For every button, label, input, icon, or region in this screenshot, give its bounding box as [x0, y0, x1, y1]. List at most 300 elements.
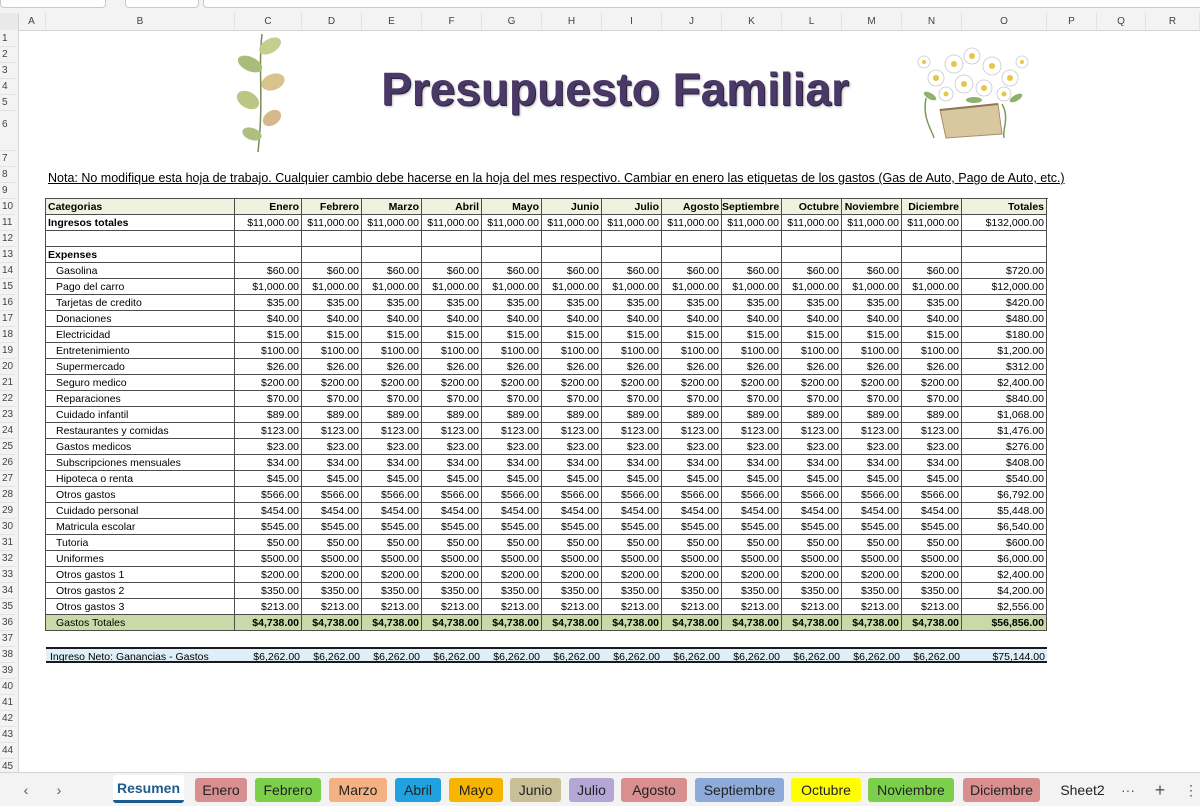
empty-cell[interactable] — [662, 247, 722, 263]
expense-cell[interactable]: $1,000.00 — [302, 279, 362, 295]
row-header-13[interactable]: 13 — [0, 247, 15, 263]
net-income-cell[interactable]: $6,262.00 — [902, 647, 962, 663]
expense-cell[interactable]: $35.00 — [602, 295, 662, 311]
expense-cell[interactable]: $35.00 — [722, 295, 782, 311]
sheet-tab-sheet2[interactable]: Sheet2 — [1060, 782, 1105, 798]
expense-total-cell[interactable]: $4,738.00 — [902, 615, 962, 631]
expense-label-cell[interactable]: Reparaciones — [46, 391, 235, 407]
expense-cell[interactable]: $123.00 — [722, 423, 782, 439]
expense-cell[interactable]: $1,000.00 — [662, 279, 722, 295]
empty-cell[interactable] — [722, 247, 782, 263]
expense-cell[interactable]: $35.00 — [902, 295, 962, 311]
expense-cell[interactable]: $200.00 — [302, 375, 362, 391]
expense-cell[interactable]: $213.00 — [842, 599, 902, 615]
expense-cell[interactable]: $26.00 — [782, 359, 842, 375]
expense-cell[interactable]: $60.00 — [782, 263, 842, 279]
expense-cell[interactable]: $23.00 — [422, 439, 482, 455]
column-title-cell[interactable]: Marzo — [362, 199, 422, 215]
expense-cell[interactable]: $566.00 — [842, 487, 902, 503]
expense-cell[interactable]: $50.00 — [602, 535, 662, 551]
column-title-cell[interactable]: Septiembre — [722, 199, 782, 215]
expense-cell[interactable]: $545.00 — [302, 519, 362, 535]
expense-cell[interactable]: $500.00 — [902, 551, 962, 567]
expense-cell[interactable]: $200.00 — [362, 567, 422, 583]
expense-cell[interactable]: $454.00 — [235, 503, 302, 519]
expense-label-cell[interactable]: Donaciones — [46, 311, 235, 327]
expense-cell[interactable]: $50.00 — [235, 535, 302, 551]
expense-cell[interactable]: $454.00 — [602, 503, 662, 519]
expense-cell[interactable]: $1,000.00 — [782, 279, 842, 295]
expense-total-cell[interactable]: $12,000.00 — [962, 279, 1047, 295]
expense-cell[interactable]: $350.00 — [602, 583, 662, 599]
expense-cell[interactable]: $1,000.00 — [235, 279, 302, 295]
expense-cell[interactable]: $50.00 — [422, 535, 482, 551]
expense-cell[interactable]: $200.00 — [722, 567, 782, 583]
expense-cell[interactable]: $60.00 — [235, 263, 302, 279]
expense-cell[interactable]: $500.00 — [482, 551, 542, 567]
expense-cell[interactable]: $70.00 — [302, 391, 362, 407]
expense-label-cell[interactable]: Pago del carro — [46, 279, 235, 295]
expense-cell[interactable]: $545.00 — [782, 519, 842, 535]
empty-cell[interactable] — [235, 247, 302, 263]
expense-cell[interactable]: $15.00 — [722, 327, 782, 343]
expense-cell[interactable]: $23.00 — [482, 439, 542, 455]
expense-cell[interactable]: $35.00 — [782, 295, 842, 311]
expense-cell[interactable]: $100.00 — [235, 343, 302, 359]
expense-cell[interactable]: $100.00 — [422, 343, 482, 359]
expense-cell[interactable]: $123.00 — [302, 423, 362, 439]
expense-cell[interactable]: $566.00 — [235, 487, 302, 503]
expense-cell[interactable]: $213.00 — [482, 599, 542, 615]
expense-total-cell[interactable]: $2,556.00 — [962, 599, 1047, 615]
expense-cell[interactable]: $15.00 — [782, 327, 842, 343]
sheet-tab-diciembre[interactable]: Diciembre — [963, 778, 1040, 802]
expense-cell[interactable]: $35.00 — [842, 295, 902, 311]
expense-cell[interactable]: $26.00 — [602, 359, 662, 375]
expense-cell[interactable]: $40.00 — [482, 311, 542, 327]
column-header-a[interactable]: A — [18, 13, 46, 30]
expense-cell[interactable]: $100.00 — [602, 343, 662, 359]
row-header-8[interactable]: 8 — [0, 167, 15, 183]
expense-cell[interactable]: $350.00 — [842, 583, 902, 599]
row-header-5[interactable]: 5 — [0, 95, 15, 111]
expense-cell[interactable]: $89.00 — [662, 407, 722, 423]
expense-total-cell[interactable]: $4,738.00 — [602, 615, 662, 631]
income-cell[interactable]: $11,000.00 — [482, 215, 542, 231]
expense-cell[interactable]: $454.00 — [482, 503, 542, 519]
expense-cell[interactable]: $45.00 — [542, 471, 602, 487]
row-header-11[interactable]: 11 — [0, 215, 15, 231]
expense-label-cell[interactable]: Restaurantes y comidas — [46, 423, 235, 439]
sheet-tab-marzo[interactable]: Marzo — [329, 778, 387, 802]
expense-cell[interactable]: $23.00 — [542, 439, 602, 455]
expense-cell[interactable]: $70.00 — [602, 391, 662, 407]
expense-cell[interactable]: $200.00 — [902, 375, 962, 391]
expense-cell[interactable]: $566.00 — [302, 487, 362, 503]
expense-cell[interactable]: $26.00 — [422, 359, 482, 375]
expense-cell[interactable]: $89.00 — [542, 407, 602, 423]
expense-label-cell[interactable]: Seguro medico — [46, 375, 235, 391]
expense-cell[interactable]: $26.00 — [542, 359, 602, 375]
expense-cell[interactable]: $15.00 — [482, 327, 542, 343]
expense-cell[interactable]: $200.00 — [842, 375, 902, 391]
expense-cell[interactable]: $500.00 — [542, 551, 602, 567]
income-cell[interactable]: $11,000.00 — [662, 215, 722, 231]
net-income-cell[interactable]: $6,262.00 — [782, 647, 842, 663]
prev-sheet-icon[interactable]: ‹ — [23, 782, 29, 798]
expense-cell[interactable]: $60.00 — [842, 263, 902, 279]
expense-cell[interactable]: $100.00 — [542, 343, 602, 359]
expense-cell[interactable]: $89.00 — [235, 407, 302, 423]
column-header-m[interactable]: M — [842, 13, 902, 30]
expense-cell[interactable]: $1,000.00 — [602, 279, 662, 295]
expense-cell[interactable]: $566.00 — [422, 487, 482, 503]
income-cell[interactable]: $11,000.00 — [542, 215, 602, 231]
empty-cell[interactable] — [302, 231, 362, 247]
empty-cell[interactable] — [842, 231, 902, 247]
net-income-cell[interactable]: $6,262.00 — [235, 647, 302, 663]
row-header-31[interactable]: 31 — [0, 535, 15, 551]
expense-cell[interactable]: $34.00 — [422, 455, 482, 471]
expense-cell[interactable]: $100.00 — [902, 343, 962, 359]
row-header-44[interactable]: 44 — [0, 743, 15, 759]
expense-cell[interactable]: $200.00 — [842, 567, 902, 583]
expense-total-cell[interactable]: $4,738.00 — [422, 615, 482, 631]
expense-cell[interactable]: $350.00 — [902, 583, 962, 599]
expense-cell[interactable]: $40.00 — [602, 311, 662, 327]
net-income-cell[interactable]: $6,262.00 — [542, 647, 602, 663]
expense-label-cell[interactable]: Electricidad — [46, 327, 235, 343]
expense-total-cell[interactable]: $6,540.00 — [962, 519, 1047, 535]
empty-cell[interactable] — [842, 247, 902, 263]
expense-cell[interactable]: $454.00 — [722, 503, 782, 519]
expense-cell[interactable]: $500.00 — [362, 551, 422, 567]
expense-cell[interactable]: $45.00 — [662, 471, 722, 487]
function-box[interactable] — [125, 0, 199, 8]
expense-cell[interactable]: $89.00 — [602, 407, 662, 423]
row-header-4[interactable]: 4 — [0, 79, 15, 95]
expense-cell[interactable]: $34.00 — [302, 455, 362, 471]
expense-cell[interactable]: $60.00 — [602, 263, 662, 279]
expense-cell[interactable]: $70.00 — [482, 391, 542, 407]
net-income-cell[interactable]: $6,262.00 — [302, 647, 362, 663]
expense-cell[interactable]: $100.00 — [362, 343, 422, 359]
expense-cell[interactable]: $34.00 — [235, 455, 302, 471]
row-header-42[interactable]: 42 — [0, 711, 15, 727]
row-header-18[interactable]: 18 — [0, 327, 15, 343]
formula-input[interactable] — [203, 0, 1200, 8]
expense-cell[interactable]: $123.00 — [235, 423, 302, 439]
income-cell[interactable]: $11,000.00 — [722, 215, 782, 231]
expense-cell[interactable]: $100.00 — [482, 343, 542, 359]
row-header-9[interactable]: 9 — [0, 183, 15, 199]
expense-cell[interactable]: $545.00 — [542, 519, 602, 535]
expense-cell[interactable]: $350.00 — [422, 583, 482, 599]
expense-cell[interactable]: $15.00 — [542, 327, 602, 343]
column-title-cell[interactable]: Noviembre — [842, 199, 902, 215]
expense-cell[interactable]: $545.00 — [722, 519, 782, 535]
expense-cell[interactable]: $45.00 — [602, 471, 662, 487]
column-title-cell[interactable]: Agosto — [662, 199, 722, 215]
expense-cell[interactable]: $1,000.00 — [422, 279, 482, 295]
row-header-25[interactable]: 25 — [0, 439, 15, 455]
expense-cell[interactable]: $213.00 — [602, 599, 662, 615]
expense-cell[interactable]: $350.00 — [482, 583, 542, 599]
expense-cell[interactable]: $566.00 — [542, 487, 602, 503]
expense-cell[interactable]: $60.00 — [902, 263, 962, 279]
expense-cell[interactable]: $200.00 — [542, 567, 602, 583]
expense-label-cell[interactable]: Cuidado infantil — [46, 407, 235, 423]
expense-total-cell[interactable]: $2,400.00 — [962, 375, 1047, 391]
expense-cell[interactable]: $34.00 — [902, 455, 962, 471]
expense-cell[interactable]: $26.00 — [662, 359, 722, 375]
expense-cell[interactable]: $40.00 — [302, 311, 362, 327]
net-income-label-cell[interactable]: Ingreso Neto: Ganancias - Gastos — [46, 647, 235, 663]
expense-cell[interactable]: $70.00 — [362, 391, 422, 407]
expense-total-cell[interactable]: $408.00 — [962, 455, 1047, 471]
expense-cell[interactable]: $350.00 — [722, 583, 782, 599]
net-income-cell[interactable]: $6,262.00 — [362, 647, 422, 663]
expense-total-cell[interactable]: $4,738.00 — [542, 615, 602, 631]
expense-cell[interactable]: $45.00 — [902, 471, 962, 487]
row-header-41[interactable]: 41 — [0, 695, 15, 711]
expense-cell[interactable]: $566.00 — [482, 487, 542, 503]
expense-cell[interactable]: $89.00 — [422, 407, 482, 423]
row-header-3[interactable]: 3 — [0, 63, 15, 79]
expense-cell[interactable]: $500.00 — [842, 551, 902, 567]
expense-cell[interactable]: $35.00 — [302, 295, 362, 311]
expense-cell[interactable]: $26.00 — [302, 359, 362, 375]
expense-label-cell[interactable]: Cuidado personal — [46, 503, 235, 519]
empty-cell[interactable] — [482, 247, 542, 263]
expense-cell[interactable]: $100.00 — [662, 343, 722, 359]
expense-cell[interactable]: $40.00 — [662, 311, 722, 327]
expense-total-cell[interactable]: $4,738.00 — [842, 615, 902, 631]
column-title-cell[interactable]: Julio — [602, 199, 662, 215]
expense-cell[interactable]: $454.00 — [842, 503, 902, 519]
expense-cell[interactable]: $35.00 — [482, 295, 542, 311]
net-income-cell[interactable]: $6,262.00 — [482, 647, 542, 663]
row-header-29[interactable]: 29 — [0, 503, 15, 519]
column-header-g[interactable]: G — [482, 13, 542, 30]
row-header-45[interactable]: 45 — [0, 759, 15, 772]
empty-cell[interactable] — [962, 247, 1047, 263]
expense-total-cell[interactable]: $480.00 — [962, 311, 1047, 327]
row-header-33[interactable]: 33 — [0, 567, 15, 583]
expense-cell[interactable]: $200.00 — [782, 375, 842, 391]
expense-cell[interactable]: $70.00 — [782, 391, 842, 407]
expense-cell[interactable]: $45.00 — [362, 471, 422, 487]
expense-cell[interactable]: $213.00 — [422, 599, 482, 615]
expense-total-cell[interactable]: $420.00 — [962, 295, 1047, 311]
expense-cell[interactable]: $89.00 — [902, 407, 962, 423]
expense-cell[interactable]: $40.00 — [235, 311, 302, 327]
expense-cell[interactable]: $500.00 — [722, 551, 782, 567]
expense-cell[interactable]: $545.00 — [235, 519, 302, 535]
expense-cell[interactable]: $34.00 — [722, 455, 782, 471]
income-cell[interactable]: $11,000.00 — [602, 215, 662, 231]
expense-label-cell[interactable]: Otros gastos — [46, 487, 235, 503]
column-title-cell[interactable]: Febrero — [302, 199, 362, 215]
row-header-20[interactable]: 20 — [0, 359, 15, 375]
expense-label-cell[interactable]: Tutoria — [46, 535, 235, 551]
expense-cell[interactable]: $35.00 — [235, 295, 302, 311]
sheet-tab-enero[interactable]: Enero — [195, 778, 247, 802]
empty-cell[interactable] — [782, 247, 842, 263]
expense-total-cell[interactable]: $1,200.00 — [962, 343, 1047, 359]
column-title-cell[interactable]: Totales — [962, 199, 1047, 215]
expense-cell[interactable]: $70.00 — [662, 391, 722, 407]
income-label-cell[interactable]: Ingresos totales — [46, 215, 235, 231]
expense-cell[interactable]: $40.00 — [422, 311, 482, 327]
empty-cell[interactable] — [362, 247, 422, 263]
column-header-n[interactable]: N — [902, 13, 962, 30]
empty-cell[interactable] — [422, 247, 482, 263]
expense-cell[interactable]: $23.00 — [782, 439, 842, 455]
row-header-19[interactable]: 19 — [0, 343, 15, 359]
column-title-cell[interactable]: Categorias — [46, 199, 235, 215]
expense-cell[interactable]: $200.00 — [782, 567, 842, 583]
empty-cell[interactable] — [902, 231, 962, 247]
column-header-o[interactable]: O — [962, 13, 1047, 30]
expense-cell[interactable]: $100.00 — [782, 343, 842, 359]
expense-total-cell[interactable]: $276.00 — [962, 439, 1047, 455]
row-header-36[interactable]: 36 — [0, 615, 15, 631]
expense-total-cell[interactable]: $4,738.00 — [722, 615, 782, 631]
expense-cell[interactable]: $566.00 — [902, 487, 962, 503]
sheet-menu-icon[interactable]: ⋮ — [1184, 782, 1198, 798]
expense-cell[interactable]: $1,000.00 — [902, 279, 962, 295]
column-header-f[interactable]: F — [422, 13, 482, 30]
expense-cell[interactable]: $566.00 — [662, 487, 722, 503]
sheet-tab-abril[interactable]: Abril — [395, 778, 441, 802]
expense-cell[interactable]: $566.00 — [362, 487, 422, 503]
expense-label-cell[interactable]: Otros gastos 3 — [46, 599, 235, 615]
net-income-cell[interactable]: $6,262.00 — [842, 647, 902, 663]
expense-cell[interactable]: $500.00 — [422, 551, 482, 567]
sheet-tab-febrero[interactable]: Febrero — [255, 778, 321, 802]
expense-cell[interactable]: $123.00 — [602, 423, 662, 439]
empty-cell[interactable] — [362, 231, 422, 247]
expense-cell[interactable]: $545.00 — [602, 519, 662, 535]
expense-label-cell[interactable]: Otros gastos 1 — [46, 567, 235, 583]
column-title-cell[interactable]: Octubre — [782, 199, 842, 215]
expense-cell[interactable]: $454.00 — [422, 503, 482, 519]
expense-cell[interactable]: $26.00 — [362, 359, 422, 375]
expense-cell[interactable]: $40.00 — [902, 311, 962, 327]
expense-total-cell[interactable]: $1,476.00 — [962, 423, 1047, 439]
expense-cell[interactable]: $200.00 — [482, 375, 542, 391]
row-header-21[interactable]: 21 — [0, 375, 15, 391]
row-header-12[interactable]: 12 — [0, 231, 15, 247]
expense-cell[interactable]: $213.00 — [662, 599, 722, 615]
expense-cell[interactable]: $500.00 — [782, 551, 842, 567]
sheet-tab-mayo[interactable]: Mayo — [449, 778, 503, 802]
expense-cell[interactable]: $350.00 — [235, 583, 302, 599]
column-title-cell[interactable]: Junio — [542, 199, 602, 215]
name-box[interactable] — [0, 0, 106, 8]
expense-cell[interactable]: $50.00 — [362, 535, 422, 551]
expense-total-cell[interactable]: $540.00 — [962, 471, 1047, 487]
row-header-15[interactable]: 15 — [0, 279, 15, 295]
expense-label-cell[interactable]: Matricula escolar — [46, 519, 235, 535]
expense-cell[interactable]: $34.00 — [482, 455, 542, 471]
expense-cell[interactable]: $500.00 — [302, 551, 362, 567]
expense-cell[interactable]: $123.00 — [422, 423, 482, 439]
column-header-c[interactable]: C — [235, 13, 302, 30]
column-header-h[interactable]: H — [542, 13, 602, 30]
expense-cell[interactable]: $40.00 — [782, 311, 842, 327]
expense-cell[interactable]: $34.00 — [602, 455, 662, 471]
expense-cell[interactable]: $200.00 — [902, 567, 962, 583]
expense-cell[interactable]: $100.00 — [842, 343, 902, 359]
row-header-27[interactable]: 27 — [0, 471, 15, 487]
row-header-37[interactable]: 37 — [0, 631, 15, 647]
expense-cell[interactable]: $50.00 — [482, 535, 542, 551]
expense-cell[interactable]: $60.00 — [362, 263, 422, 279]
empty-cell[interactable] — [422, 231, 482, 247]
net-income-cell[interactable]: $6,262.00 — [662, 647, 722, 663]
row-header-34[interactable]: 34 — [0, 583, 15, 599]
expense-cell[interactable]: $23.00 — [842, 439, 902, 455]
expense-cell[interactable]: $454.00 — [902, 503, 962, 519]
expense-cell[interactable]: $123.00 — [482, 423, 542, 439]
expense-cell[interactable]: $26.00 — [722, 359, 782, 375]
empty-cell[interactable] — [962, 231, 1047, 247]
expense-cell[interactable]: $50.00 — [542, 535, 602, 551]
income-cell[interactable]: $11,000.00 — [842, 215, 902, 231]
expense-cell[interactable]: $89.00 — [842, 407, 902, 423]
expense-cell[interactable]: $26.00 — [235, 359, 302, 375]
expense-cell[interactable]: $40.00 — [722, 311, 782, 327]
expense-cell[interactable]: $70.00 — [842, 391, 902, 407]
sheet-tab-junio[interactable]: Junio — [510, 778, 561, 802]
expense-cell[interactable]: $1,000.00 — [722, 279, 782, 295]
column-header-q[interactable]: Q — [1097, 13, 1146, 30]
expense-cell[interactable]: $200.00 — [362, 375, 422, 391]
expense-total-cell[interactable]: $1,068.00 — [962, 407, 1047, 423]
expense-cell[interactable]: $34.00 — [542, 455, 602, 471]
expense-cell[interactable]: $15.00 — [602, 327, 662, 343]
expense-cell[interactable]: $15.00 — [842, 327, 902, 343]
expense-cell[interactable]: $89.00 — [362, 407, 422, 423]
expense-cell[interactable]: $23.00 — [302, 439, 362, 455]
expense-cell[interactable]: $70.00 — [722, 391, 782, 407]
expense-cell[interactable]: $60.00 — [662, 263, 722, 279]
expense-cell[interactable]: $200.00 — [422, 567, 482, 583]
expense-cell[interactable]: $454.00 — [662, 503, 722, 519]
expense-total-cell[interactable]: $4,738.00 — [782, 615, 842, 631]
next-sheet-icon[interactable]: › — [56, 782, 62, 798]
row-header-32[interactable]: 32 — [0, 551, 15, 567]
column-header-r[interactable]: R — [1146, 13, 1200, 30]
expense-total-label-cell[interactable]: Gastos Totales — [46, 615, 235, 631]
row-header-14[interactable]: 14 — [0, 263, 15, 279]
expense-cell[interactable]: $45.00 — [235, 471, 302, 487]
expense-cell[interactable]: $200.00 — [602, 567, 662, 583]
expense-cell[interactable]: $50.00 — [782, 535, 842, 551]
expense-cell[interactable]: $123.00 — [362, 423, 422, 439]
empty-cell[interactable] — [662, 231, 722, 247]
expense-cell[interactable]: $123.00 — [782, 423, 842, 439]
expense-total-cell[interactable]: $6,792.00 — [962, 487, 1047, 503]
expense-cell[interactable]: $213.00 — [782, 599, 842, 615]
expense-cell[interactable]: $213.00 — [902, 599, 962, 615]
expense-cell[interactable]: $23.00 — [722, 439, 782, 455]
expense-cell[interactable]: $60.00 — [302, 263, 362, 279]
expense-cell[interactable]: $200.00 — [542, 375, 602, 391]
net-income-cell[interactable]: $6,262.00 — [602, 647, 662, 663]
